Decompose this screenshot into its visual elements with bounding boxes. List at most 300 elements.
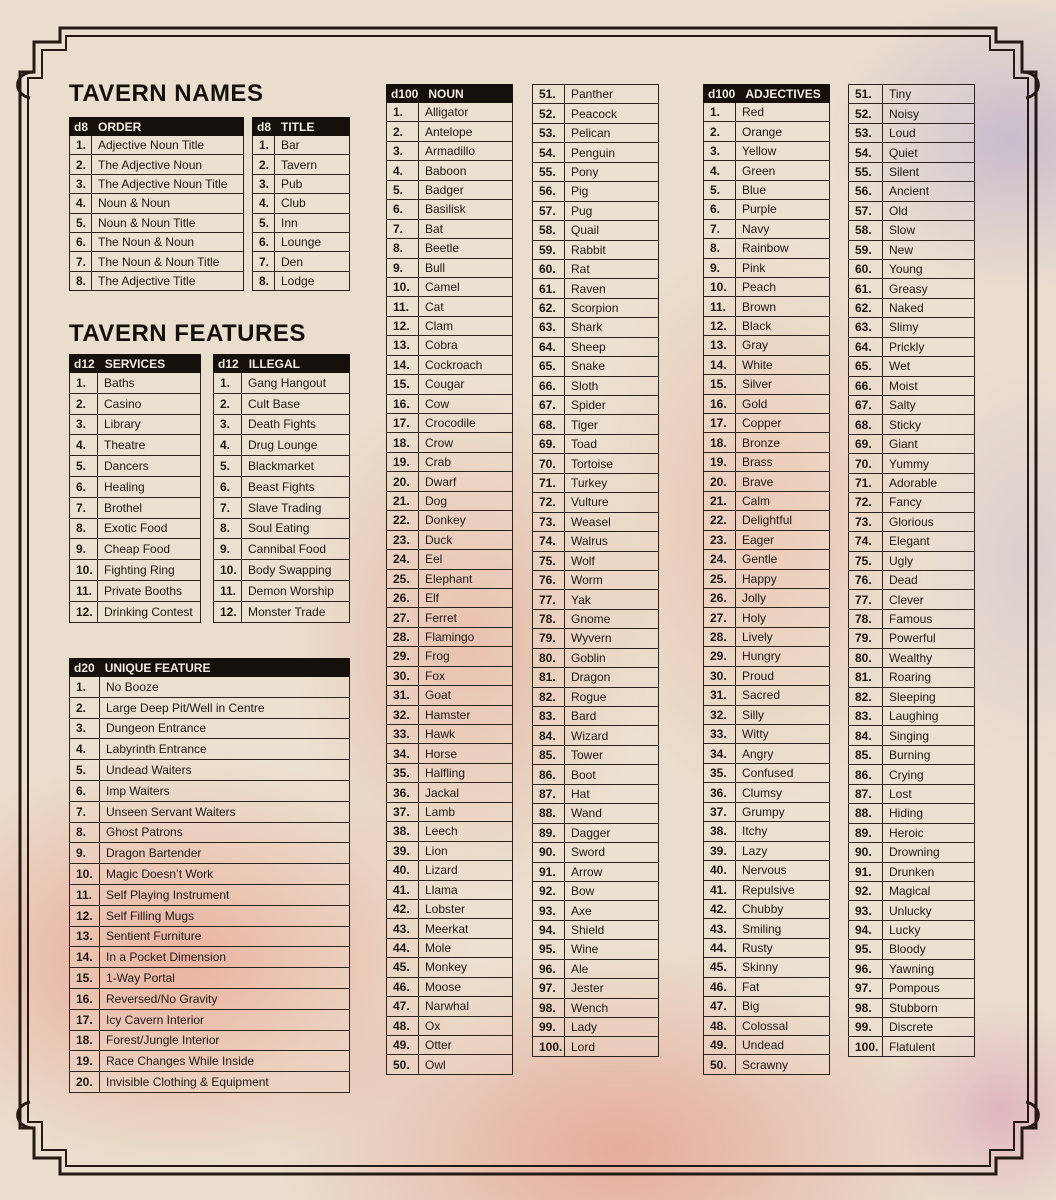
row-value: Big <box>736 997 830 1016</box>
table-row <box>704 958 830 977</box>
row-value: Inn <box>275 213 350 232</box>
title-table-header <box>253 118 350 136</box>
table-row <box>387 1036 513 1055</box>
row-value: Beast Fights <box>242 476 350 497</box>
table-row <box>849 629 975 648</box>
row-value: Beetle <box>419 239 513 258</box>
die-label: d12 <box>74 356 95 371</box>
row-value: Crocodile <box>419 414 513 433</box>
row-value: Jackal <box>419 783 513 802</box>
row-value: Elephant <box>419 569 513 588</box>
row-number: 96. <box>533 959 565 978</box>
table-row <box>849 1037 975 1056</box>
row-number: 53. <box>849 123 883 142</box>
row-number: 25. <box>387 569 419 588</box>
table-row <box>704 588 830 607</box>
table-row <box>849 337 975 356</box>
row-number: 6. <box>214 476 242 497</box>
table-row <box>253 252 350 271</box>
table-row <box>70 252 244 271</box>
row-value: Cat <box>419 297 513 316</box>
row-value: Halfling <box>419 763 513 782</box>
row-value: Theatre <box>98 435 201 456</box>
row-number: 29. <box>704 647 736 666</box>
table-row <box>704 530 830 549</box>
table-row <box>704 219 830 238</box>
table-row <box>704 608 830 627</box>
row-value: Scorpion <box>565 298 659 317</box>
table-row <box>533 959 659 978</box>
table-row <box>387 239 513 258</box>
noun-table-1-50 <box>386 84 513 1075</box>
table-row <box>849 512 975 531</box>
row-value: Yawning <box>883 959 975 978</box>
table-row <box>387 783 513 802</box>
row-number: 55. <box>533 162 565 181</box>
table-row <box>533 376 659 395</box>
adjectives-table-header <box>704 85 830 103</box>
row-number: 59. <box>849 240 883 259</box>
table-row <box>387 141 513 160</box>
table-row <box>70 476 201 497</box>
tavern-features-heading: TAVERN FEATURES <box>69 320 306 347</box>
table-row <box>704 861 830 880</box>
row-value: Rat <box>565 259 659 278</box>
row-number: 44. <box>387 938 419 957</box>
table-row <box>70 174 244 193</box>
table-row <box>849 940 975 959</box>
table-row <box>849 979 975 998</box>
row-number: 35. <box>387 763 419 782</box>
table-row <box>849 570 975 589</box>
row-value: Weasel <box>565 512 659 531</box>
row-value: Chubby <box>736 899 830 918</box>
row-number: 14. <box>70 947 100 968</box>
row-number: 76. <box>533 570 565 589</box>
row-number: 70. <box>533 454 565 473</box>
table-row <box>849 551 975 570</box>
row-value: Toad <box>565 434 659 453</box>
row-number: 79. <box>533 629 565 648</box>
table-row <box>849 357 975 376</box>
row-number: 85. <box>849 745 883 764</box>
row-number: 15. <box>387 375 419 394</box>
table-row <box>704 258 830 277</box>
row-value: Young <box>883 259 975 278</box>
table-row <box>533 804 659 823</box>
row-number: 2. <box>70 155 92 174</box>
row-number: 42. <box>704 899 736 918</box>
row-number: 88. <box>849 804 883 823</box>
row-number: 76. <box>849 570 883 589</box>
row-value: Fat <box>736 977 830 996</box>
row-value: Lodge <box>275 271 350 290</box>
table-row <box>70 843 350 864</box>
table-row <box>849 648 975 667</box>
row-value: Horse <box>419 744 513 763</box>
table-row <box>253 174 350 193</box>
table-row <box>70 456 201 477</box>
row-number: 89. <box>849 823 883 842</box>
table-row <box>70 271 244 290</box>
row-number: 19. <box>387 452 419 471</box>
row-number: 40. <box>387 861 419 880</box>
noun-table-51-100 <box>532 84 659 1057</box>
table-row <box>849 259 975 278</box>
row-number: 16. <box>704 394 736 413</box>
die-label: d12 <box>218 356 239 371</box>
row-number: 11. <box>704 297 736 316</box>
table-row <box>70 988 350 1009</box>
row-value: Self Playing Instrument <box>100 884 350 905</box>
table-row <box>533 240 659 259</box>
table-row <box>704 977 830 996</box>
table-row <box>849 279 975 298</box>
row-number: 4. <box>387 161 419 180</box>
table-row <box>387 1055 513 1074</box>
row-value: Clam <box>419 316 513 335</box>
row-value: Hiding <box>883 804 975 823</box>
table-row <box>387 297 513 316</box>
row-number: 3. <box>387 141 419 160</box>
row-number: 94. <box>849 920 883 939</box>
table-row <box>533 687 659 706</box>
table-row <box>70 580 201 601</box>
row-number: 32. <box>704 705 736 724</box>
table-row <box>533 1018 659 1037</box>
row-value: Cougar <box>419 375 513 394</box>
table-row <box>704 433 830 452</box>
row-value: Large Deep Pit/Well in Centre <box>100 697 350 718</box>
row-value: Grumpy <box>736 802 830 821</box>
row-number: 6. <box>70 476 98 497</box>
row-number: 62. <box>533 298 565 317</box>
row-number: 30. <box>387 666 419 685</box>
row-number: 6. <box>70 232 92 251</box>
table-row <box>849 473 975 492</box>
table-row <box>387 627 513 646</box>
row-value: Slimy <box>883 318 975 337</box>
row-number: 77. <box>533 590 565 609</box>
row-number: 24. <box>704 550 736 569</box>
table-row <box>849 396 975 415</box>
table-row <box>214 601 350 622</box>
table-row <box>387 919 513 938</box>
row-value: Smiling <box>736 919 830 938</box>
table-row <box>70 1030 350 1051</box>
row-value: Sticky <box>883 415 975 434</box>
row-number: 61. <box>533 279 565 298</box>
row-number: 6. <box>70 780 100 801</box>
row-number: 2. <box>387 122 419 141</box>
row-value: Jester <box>565 979 659 998</box>
row-value: Unseen Servant Waiters <box>100 801 350 822</box>
row-value: Wet <box>883 357 975 376</box>
row-number: 61. <box>849 279 883 298</box>
table-row <box>704 375 830 394</box>
table-row <box>533 629 659 648</box>
table-row <box>849 745 975 764</box>
row-value: Pink <box>736 258 830 277</box>
row-value: Famous <box>883 609 975 628</box>
row-value: Navy <box>736 219 830 238</box>
row-number: 4. <box>70 435 98 456</box>
row-value: Narwhal <box>419 997 513 1016</box>
row-number: 70. <box>849 454 883 473</box>
row-value: Crab <box>419 452 513 471</box>
table-title: ADJECTIVES <box>745 86 821 101</box>
table-row <box>70 739 350 760</box>
table-row <box>849 221 975 240</box>
table-row <box>70 194 244 213</box>
row-value: Lounge <box>275 232 350 251</box>
row-value: Sleeping <box>883 687 975 706</box>
row-value: Ale <box>565 959 659 978</box>
row-value: 1-Way Portal <box>100 968 350 989</box>
row-number: 41. <box>387 880 419 899</box>
die-label: d100 <box>391 86 419 101</box>
table-row <box>849 881 975 900</box>
row-number: 7. <box>70 497 98 518</box>
row-number: 93. <box>849 901 883 920</box>
table-row <box>533 765 659 784</box>
table-row <box>214 497 350 518</box>
row-number: 10. <box>704 277 736 296</box>
row-number: 26. <box>704 588 736 607</box>
row-number: 88. <box>533 804 565 823</box>
table-row <box>533 707 659 726</box>
row-number: 48. <box>387 1016 419 1035</box>
table-row <box>214 414 350 435</box>
row-number: 4. <box>253 194 275 213</box>
table-row <box>70 780 350 801</box>
table-row <box>704 783 830 802</box>
row-number: 84. <box>533 726 565 745</box>
table-row <box>387 511 513 530</box>
table-row <box>849 104 975 123</box>
table-row <box>533 843 659 862</box>
table-row <box>70 155 244 174</box>
row-value: Heroic <box>883 823 975 842</box>
table-row <box>533 881 659 900</box>
table-row <box>849 298 975 317</box>
row-value: Delightful <box>736 511 830 530</box>
row-number: 96. <box>849 959 883 978</box>
row-number: 89. <box>533 823 565 842</box>
table-row <box>849 609 975 628</box>
row-number: 3. <box>704 141 736 160</box>
table-row <box>704 1036 830 1055</box>
row-value: Ghost Patrons <box>100 822 350 843</box>
row-number: 23. <box>704 530 736 549</box>
table-row <box>704 666 830 685</box>
row-value: Wolf <box>565 551 659 570</box>
table-row <box>704 122 830 141</box>
row-number: 36. <box>704 783 736 802</box>
row-number: 1. <box>214 373 242 394</box>
row-value: Magical <box>883 881 975 900</box>
table-row <box>533 259 659 278</box>
row-number: 11. <box>70 884 100 905</box>
row-value: Bar <box>275 136 350 155</box>
row-number: 5. <box>70 213 92 232</box>
table-row <box>70 718 350 739</box>
table-row <box>704 277 830 296</box>
row-number: 69. <box>533 434 565 453</box>
row-value: Dungeon Entrance <box>100 718 350 739</box>
row-number: 51. <box>849 85 883 104</box>
row-value: Confused <box>736 763 830 782</box>
row-value: Brown <box>736 297 830 316</box>
row-number: 74. <box>849 532 883 551</box>
row-number: 9. <box>70 539 98 560</box>
row-number: 11. <box>387 297 419 316</box>
row-number: 54. <box>849 143 883 162</box>
row-number: 71. <box>849 473 883 492</box>
table-row <box>70 864 350 885</box>
table-row <box>704 569 830 588</box>
table-row <box>849 843 975 862</box>
row-value: Pub <box>275 174 350 193</box>
row-value: Tavern <box>275 155 350 174</box>
row-number: 25. <box>704 569 736 588</box>
row-value: Dwarf <box>419 472 513 491</box>
row-value: Sloth <box>565 376 659 395</box>
row-number: 45. <box>704 958 736 977</box>
row-number: 13. <box>387 336 419 355</box>
row-number: 10. <box>70 864 100 885</box>
table-row <box>849 1018 975 1037</box>
row-value: Purple <box>736 200 830 219</box>
row-value: Loud <box>883 123 975 142</box>
row-value: Slow <box>883 221 975 240</box>
table-row <box>849 590 975 609</box>
illegal-table-header <box>214 355 350 373</box>
row-number: 73. <box>849 512 883 531</box>
row-value: Silly <box>736 705 830 724</box>
row-number: 22. <box>387 511 419 530</box>
table-row <box>387 958 513 977</box>
row-value: Noisy <box>883 104 975 123</box>
table-row <box>849 765 975 784</box>
table-row <box>387 763 513 782</box>
table-row <box>533 745 659 764</box>
row-value: Private Booths <box>98 580 201 601</box>
row-number: 99. <box>533 1018 565 1037</box>
row-value: Lamb <box>419 802 513 821</box>
table-row <box>704 550 830 569</box>
table-row <box>214 476 350 497</box>
table-row <box>533 823 659 842</box>
row-number: 8. <box>253 271 275 290</box>
table-row <box>387 588 513 607</box>
row-number: 3. <box>253 174 275 193</box>
row-value: Exotic Food <box>98 518 201 539</box>
table-row <box>704 200 830 219</box>
row-value: Imp Waiters <box>100 780 350 801</box>
table-row <box>704 919 830 938</box>
table-row <box>214 560 350 581</box>
row-number: 7. <box>253 252 275 271</box>
row-value: Snake <box>565 357 659 376</box>
row-number: 75. <box>533 551 565 570</box>
row-number: 19. <box>704 452 736 471</box>
row-number: 75. <box>849 551 883 570</box>
services-table-header <box>70 355 201 373</box>
row-value: Race Changes While Inside <box>100 1051 350 1072</box>
table-row <box>387 686 513 705</box>
table-row <box>704 822 830 841</box>
row-value: Hawk <box>419 725 513 744</box>
table-row <box>704 841 830 860</box>
row-number: 64. <box>533 337 565 356</box>
row-number: 66. <box>533 376 565 395</box>
row-value: Monster Trade <box>242 601 350 622</box>
table-row <box>253 232 350 251</box>
row-number: 63. <box>533 318 565 337</box>
table-row <box>70 601 201 622</box>
row-value: Pelican <box>565 123 659 142</box>
table-row <box>70 136 244 155</box>
row-number: 54. <box>533 143 565 162</box>
row-value: Healing <box>98 476 201 497</box>
row-number: 3. <box>70 718 100 739</box>
table-row <box>387 977 513 996</box>
row-number: 38. <box>704 822 736 841</box>
table-row <box>704 686 830 705</box>
row-number: 11. <box>70 580 98 601</box>
table-row <box>533 396 659 415</box>
table-row <box>849 454 975 473</box>
row-value: In a Pocket Dimension <box>100 947 350 968</box>
row-number: 23. <box>387 530 419 549</box>
row-value: Icy Cavern Interior <box>100 1009 350 1030</box>
row-value: Vulture <box>565 493 659 512</box>
row-number: 37. <box>387 802 419 821</box>
row-number: 72. <box>849 493 883 512</box>
table-row <box>849 376 975 395</box>
row-number: 27. <box>387 608 419 627</box>
row-number: 67. <box>849 396 883 415</box>
table-row <box>849 707 975 726</box>
table-row <box>70 697 350 718</box>
table-row <box>849 532 975 551</box>
row-value: Hamster <box>419 705 513 724</box>
table-row <box>533 551 659 570</box>
row-value: White <box>736 355 830 374</box>
row-value: Happy <box>736 569 830 588</box>
table-row <box>253 213 350 232</box>
row-value: Angry <box>736 744 830 763</box>
row-number: 7. <box>70 252 92 271</box>
row-value: Meerkat <box>419 919 513 938</box>
row-number: 3. <box>214 414 242 435</box>
row-value: Yak <box>565 590 659 609</box>
table-title: SERVICES <box>104 356 166 371</box>
row-number: 9. <box>387 258 419 277</box>
table-row <box>704 880 830 899</box>
adjectives-table-1-50 <box>703 84 830 1075</box>
row-number: 64. <box>849 337 883 356</box>
row-number: 82. <box>533 687 565 706</box>
row-value: Naked <box>883 298 975 317</box>
row-value: Reversed/No Gravity <box>100 988 350 1009</box>
row-value: Lively <box>736 627 830 646</box>
table-row <box>214 393 350 414</box>
table-row <box>387 705 513 724</box>
row-number: 1. <box>70 373 98 394</box>
table-row <box>849 687 975 706</box>
